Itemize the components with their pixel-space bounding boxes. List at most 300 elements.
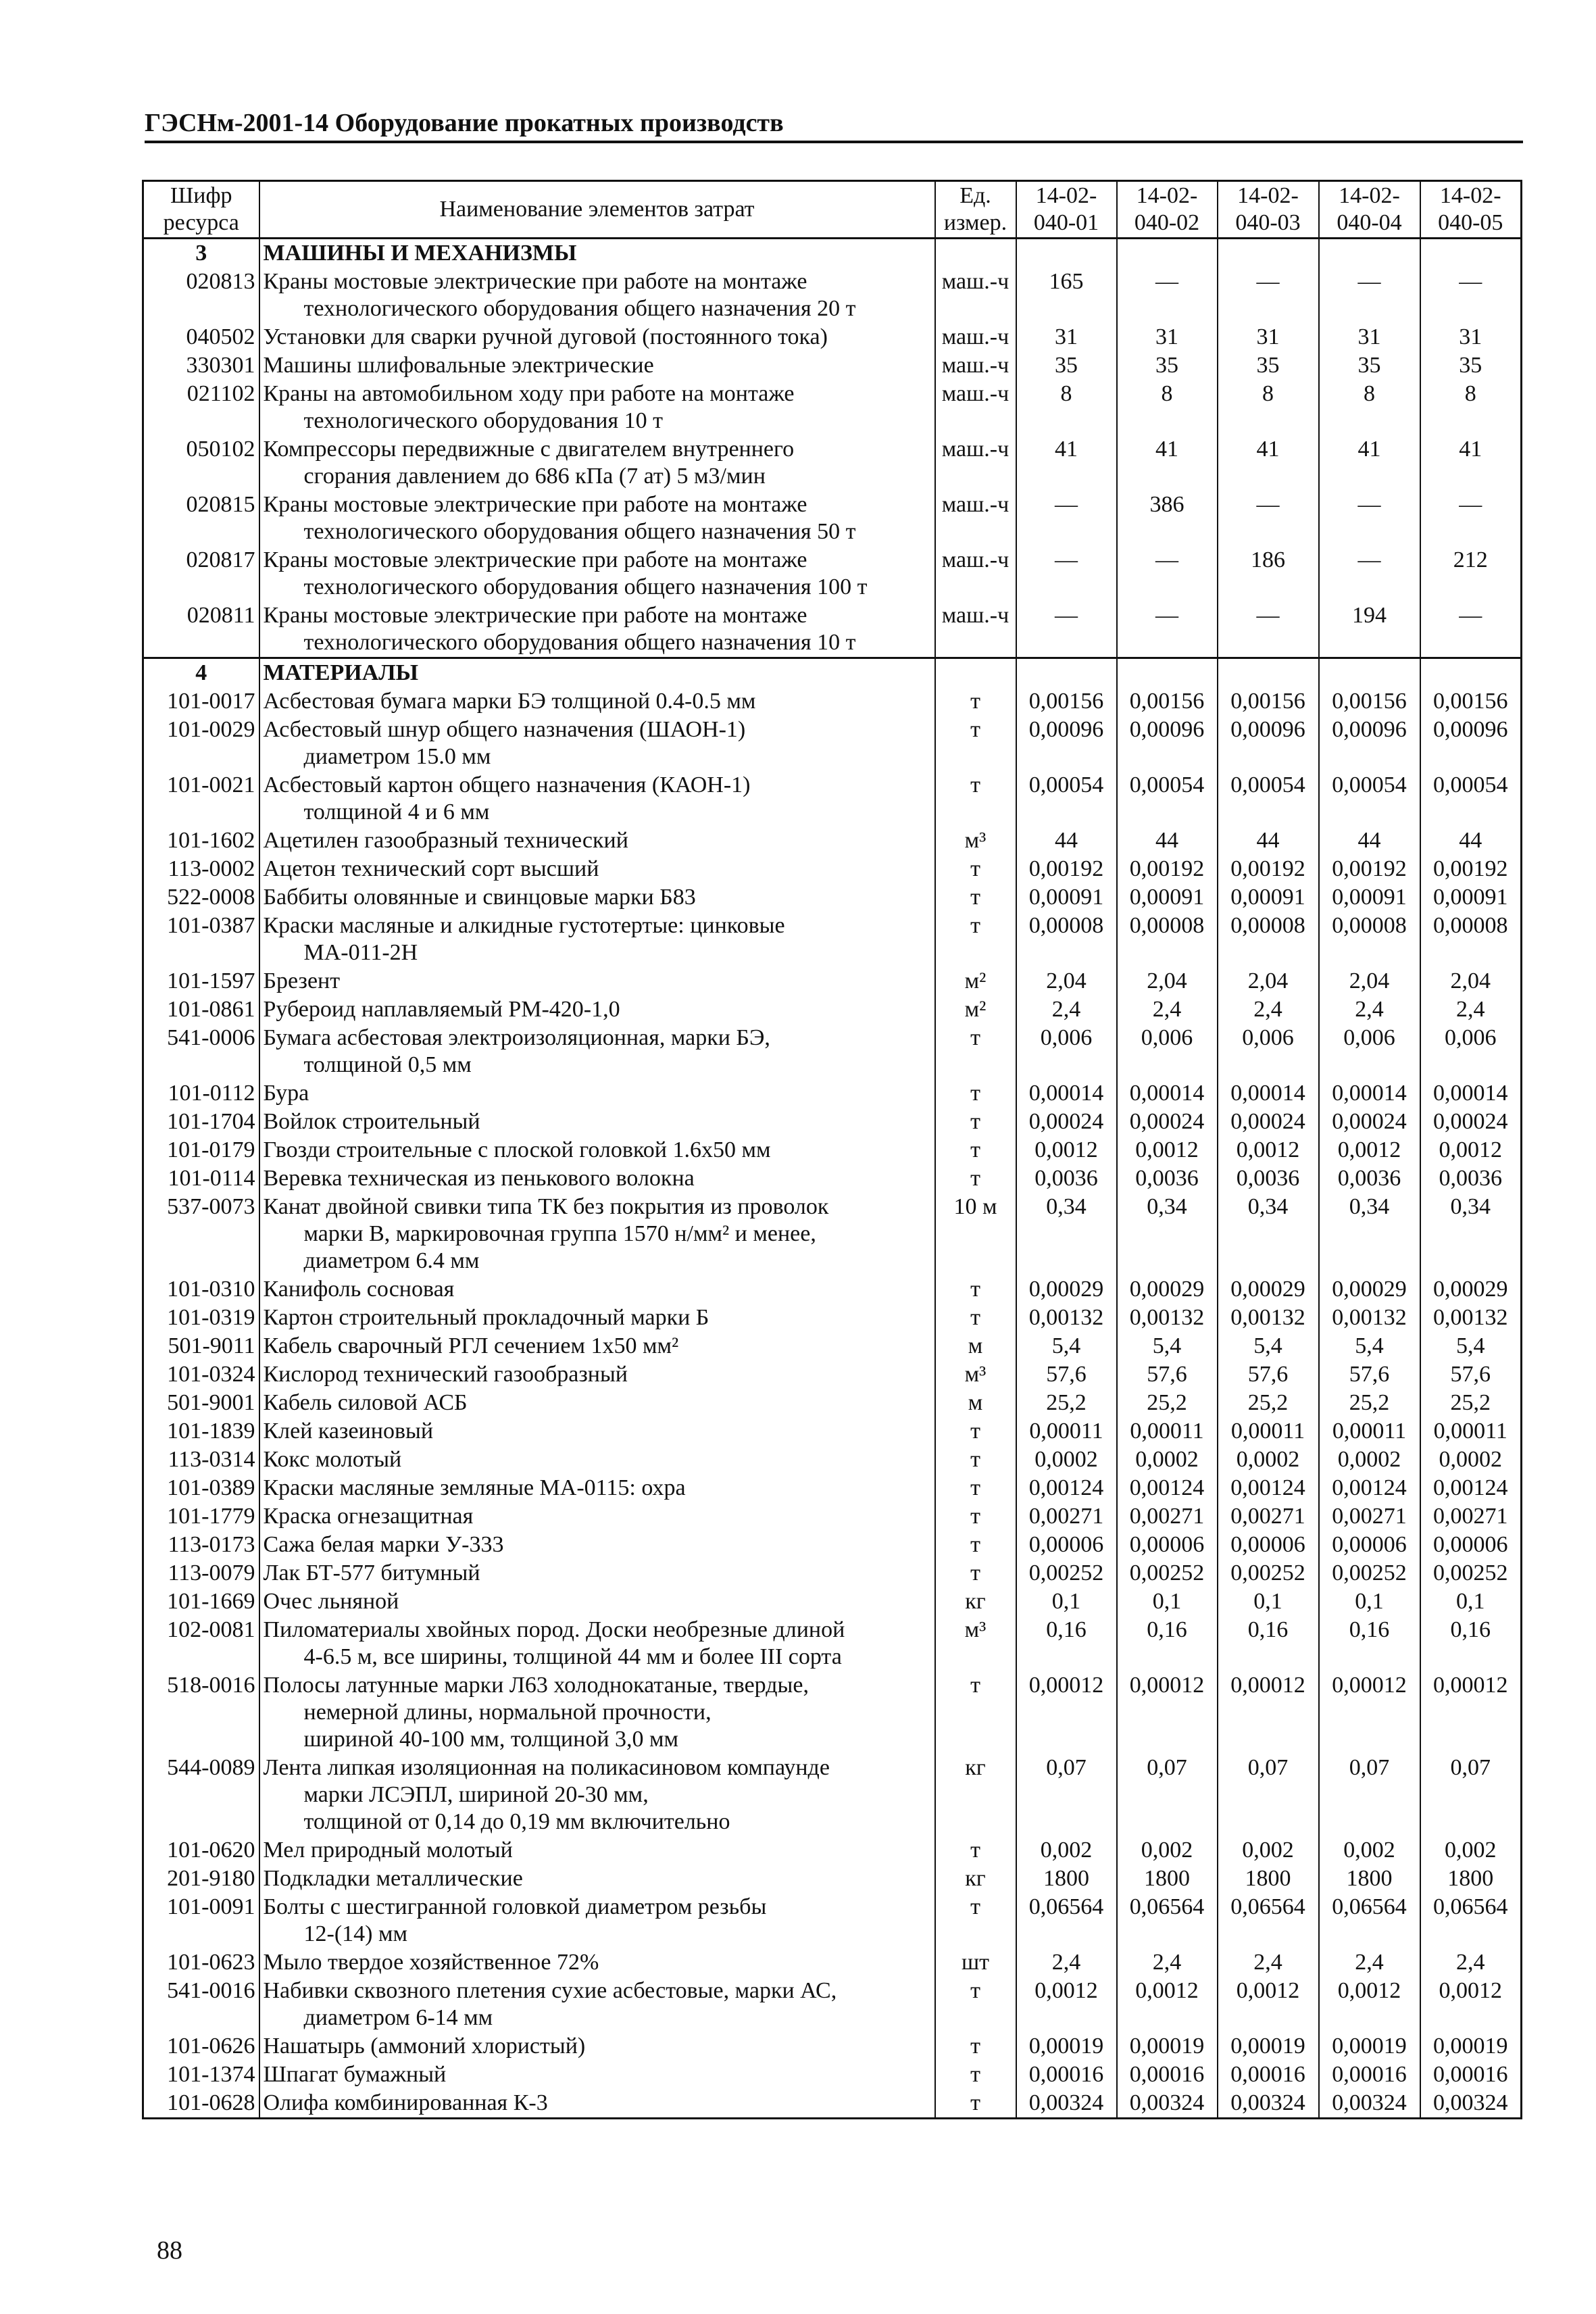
resource-value: 0,16 — [1117, 1616, 1218, 1671]
resource-name — [259, 1587, 935, 1616]
table-row — [143, 912, 1522, 967]
resource-value: 0,00012 — [1218, 1671, 1319, 1754]
header-col-1 — [1016, 181, 1117, 239]
resource-name-line: технологического оборудования общего назначения 100 т — [303, 574, 868, 599]
resource-value: — — [1420, 601, 1522, 658]
resource-value: 0,07 — [1319, 1754, 1420, 1836]
resource-unit: м³ — [935, 827, 1016, 855]
resource-unit: кг — [935, 1865, 1016, 1893]
resource-code: 040502 — [143, 323, 259, 351]
resource-value: 2,4 — [1016, 1948, 1117, 1977]
section-row — [143, 239, 1522, 268]
resource-value: 0,00252 — [1016, 1559, 1117, 1587]
resource-value: 0,00008 — [1420, 912, 1522, 967]
resource-value: 0,0036 — [1117, 1164, 1218, 1193]
resource-value: 0,00132 — [1117, 1304, 1218, 1332]
resource-name-line: Веревка техническая из пенькового волокна — [263, 1166, 695, 1191]
resource-name — [259, 1531, 935, 1559]
resource-value: 0,00008 — [1319, 912, 1420, 967]
header-col-4 — [1319, 181, 1420, 239]
resource-value: 0,00054 — [1319, 771, 1420, 827]
resource-name — [259, 1836, 935, 1865]
resource-value: 41 — [1016, 435, 1117, 491]
header-unit-line: измер. — [943, 210, 1007, 235]
resource-unit — [935, 658, 1016, 688]
resource-value: 8 — [1016, 380, 1117, 435]
header-col-line: 040-04 — [1337, 210, 1402, 235]
resource-value: — — [1218, 601, 1319, 658]
resource-name — [259, 2032, 935, 2061]
resource-name-line: марки В, маркировочная группа 1570 н/мм² и менее, — [303, 1221, 816, 1246]
resource-name — [259, 351, 935, 380]
header-code-line: ресурса — [163, 210, 239, 235]
table-row — [143, 1275, 1522, 1304]
resource-value: 0,00054 — [1218, 771, 1319, 827]
resource-name-line: Брезент — [263, 968, 341, 993]
resource-value: 0,00252 — [1319, 1559, 1420, 1587]
resource-name — [259, 827, 935, 855]
resource-name — [259, 491, 935, 546]
resource-unit: т — [935, 1164, 1016, 1193]
resource-name-line: Картон строительный прокладочный марки Б — [263, 1305, 709, 1330]
resource-code: 541-0006 — [143, 1024, 259, 1079]
resource-unit: м² — [935, 967, 1016, 995]
resource-value: 0,00324 — [1117, 2089, 1218, 2119]
resource-name-line: Очес льняной — [263, 1589, 399, 1614]
resource-name-line: Олифа комбинированная К-3 — [263, 2090, 548, 2115]
resource-code: 101-1374 — [143, 2061, 259, 2089]
resource-value: — — [1218, 268, 1319, 323]
resource-unit: маш.-ч — [935, 435, 1016, 491]
resource-unit: т — [935, 1108, 1016, 1136]
resource-name-line: Краны мостовые электрические при работе на монтаже — [263, 603, 807, 628]
table-row — [143, 1836, 1522, 1865]
resource-name — [259, 855, 935, 883]
resource-value: 0,0012 — [1218, 1136, 1319, 1164]
resource-unit: т — [935, 1977, 1016, 2032]
resource-value: 0,00124 — [1420, 1474, 1522, 1502]
resource-name-line: Кокс молотый — [263, 1447, 402, 1472]
resource-value: 0,0012 — [1420, 1136, 1522, 1164]
table-row — [143, 1389, 1522, 1417]
resource-value: 0,00029 — [1319, 1275, 1420, 1304]
resource-code: 101-0387 — [143, 912, 259, 967]
resource-value: — — [1117, 601, 1218, 658]
resource-value: 0,00271 — [1420, 1502, 1522, 1531]
resource-code: 101-1597 — [143, 967, 259, 995]
resource-value: 44 — [1218, 827, 1319, 855]
resource-code: 501-9011 — [143, 1332, 259, 1360]
resource-value: 25,2 — [1016, 1389, 1117, 1417]
resource-value: 41 — [1117, 435, 1218, 491]
table-row — [143, 1079, 1522, 1108]
table-row — [143, 1304, 1522, 1332]
resource-name-line: Гвозди строительные с плоской головкой 1.6х50 мм — [263, 1137, 771, 1162]
resource-name-line: Сажа белая марки У-333 — [263, 1532, 504, 1557]
resource-value: — — [1117, 268, 1218, 323]
resource-unit: т — [935, 1893, 1016, 1948]
resource-value: 57,6 — [1420, 1360, 1522, 1389]
resource-value — [1016, 239, 1117, 268]
resource-value: 0,002 — [1420, 1836, 1522, 1865]
resource-code: 544-0089 — [143, 1754, 259, 1836]
resource-value: 2,04 — [1016, 967, 1117, 995]
resource-unit: м — [935, 1332, 1016, 1360]
table-row — [143, 1360, 1522, 1389]
table-row — [143, 1024, 1522, 1079]
table-row — [143, 268, 1522, 323]
resource-name-line: технологического оборудования 10 т — [303, 408, 663, 433]
resource-unit: маш.-ч — [935, 323, 1016, 351]
resource-value: 2,4 — [1117, 1948, 1218, 1977]
resource-unit: т — [935, 716, 1016, 771]
resource-value: 0,1 — [1420, 1587, 1522, 1616]
resource-value: 2,4 — [1218, 995, 1319, 1024]
resource-value: 0,002 — [1016, 1836, 1117, 1865]
table-row — [143, 491, 1522, 546]
resource-name-line: толщиной 4 и 6 мм — [303, 799, 490, 824]
table-row — [143, 1893, 1522, 1948]
resource-value: 0,00012 — [1016, 1671, 1117, 1754]
resource-name-line: диаметром 6.4 мм — [303, 1248, 480, 1273]
resource-value — [1218, 239, 1319, 268]
header-col-line: 040-01 — [1033, 210, 1099, 235]
resource-code: 101-1602 — [143, 827, 259, 855]
resource-value: 0,00014 — [1117, 1079, 1218, 1108]
resource-code: 101-0620 — [143, 1836, 259, 1865]
table-row — [143, 546, 1522, 601]
resource-name — [259, 1079, 935, 1108]
table-row — [143, 827, 1522, 855]
resource-value: 2,4 — [1420, 995, 1522, 1024]
resource-value: 8 — [1319, 380, 1420, 435]
resource-unit: маш.-ч — [935, 380, 1016, 435]
table-row — [143, 601, 1522, 658]
resource-name-line: Канифоль сосновая — [263, 1277, 455, 1302]
table-row — [143, 1417, 1522, 1446]
resource-name — [259, 658, 935, 688]
header-col-line: 040-05 — [1438, 210, 1503, 235]
resource-name — [259, 1108, 935, 1136]
resource-name-line: Канат двойной свивки типа ТК без покрытия из проволок — [263, 1194, 829, 1219]
resource-name — [259, 435, 935, 491]
header-col-line: 14-02- — [1136, 183, 1198, 208]
resource-name — [259, 1474, 935, 1502]
table-row — [143, 1193, 1522, 1275]
resource-code: 541-0016 — [143, 1977, 259, 2032]
resource-value: 5,4 — [1117, 1332, 1218, 1360]
resource-code: 101-1779 — [143, 1502, 259, 1531]
resource-value — [1117, 239, 1218, 268]
resource-value: 35 — [1117, 351, 1218, 380]
resource-value: 0,00192 — [1319, 855, 1420, 883]
resource-value: 0,00012 — [1420, 1671, 1522, 1754]
page-number: 88 — [157, 2236, 182, 2265]
resource-value: 2,4 — [1319, 1948, 1420, 1977]
resource-name-line: Краски масляные земляные МА-0115: охра — [263, 1475, 686, 1500]
resource-name-line: Краны на автомобильном ходу при работе на монтаже — [263, 381, 795, 406]
table-row — [143, 1531, 1522, 1559]
header-unit — [935, 181, 1016, 239]
resource-unit: т — [935, 1671, 1016, 1754]
resource-name-line: Бумага асбестовая электроизоляционная, марки БЭ, — [263, 1025, 770, 1050]
resource-value: 212 — [1420, 546, 1522, 601]
table-row — [143, 716, 1522, 771]
resource-name-line: Подкладки металлические — [263, 1866, 523, 1891]
resource-value: 0,1 — [1319, 1587, 1420, 1616]
resource-unit: т — [935, 2032, 1016, 2061]
resource-name-line: немерной длины, нормальной прочности, — [303, 1700, 712, 1725]
resource-name — [259, 546, 935, 601]
resource-code: 101-0628 — [143, 2089, 259, 2119]
table-row — [143, 435, 1522, 491]
resource-name-line: диаметром 15.0 мм — [303, 744, 491, 769]
resource-value: 0,0012 — [1319, 1136, 1420, 1164]
resource-value: 0,00054 — [1117, 771, 1218, 827]
resource-value: 0,00271 — [1117, 1502, 1218, 1531]
resource-code: 537-0073 — [143, 1193, 259, 1275]
resource-name-line: марки ЛСЭПЛ, шириной 20-30 мм, — [303, 1782, 649, 1807]
resource-name-line: Машины шлифовальные электрические — [263, 353, 654, 378]
resource-value: 0,00029 — [1117, 1275, 1218, 1304]
table-row — [143, 380, 1522, 435]
resource-value: — — [1117, 546, 1218, 601]
resource-value: 2,4 — [1117, 995, 1218, 1024]
table-row — [143, 2061, 1522, 2089]
resource-value: 5,4 — [1016, 1332, 1117, 1360]
table-row — [143, 2032, 1522, 2061]
resource-name — [259, 268, 935, 323]
resource-value: 0,00029 — [1218, 1275, 1319, 1304]
resource-value: 0,00096 — [1218, 716, 1319, 771]
resource-value: 0,00011 — [1218, 1417, 1319, 1446]
resource-value: — — [1016, 546, 1117, 601]
resource-value: 0,00324 — [1319, 2089, 1420, 2119]
resource-code: 201-9180 — [143, 1865, 259, 1893]
resource-value: 8 — [1420, 380, 1522, 435]
resource-unit: т — [935, 1474, 1016, 1502]
resource-name-line: Асбестовая бумага марки БЭ толщиной 0.4-0.5 мм — [263, 689, 756, 714]
resource-value: 2,04 — [1319, 967, 1420, 995]
resource-unit: т — [935, 1417, 1016, 1446]
resource-unit: 10 м — [935, 1193, 1016, 1275]
resource-name — [259, 716, 935, 771]
resource-value: 165 — [1016, 268, 1117, 323]
resource-value: 1800 — [1319, 1865, 1420, 1893]
resource-value: 0,0002 — [1420, 1446, 1522, 1474]
resource-unit: т — [935, 1304, 1016, 1332]
resource-name-line: Кислород технический газообразный — [263, 1362, 628, 1387]
resource-value: 0,00008 — [1016, 912, 1117, 967]
table-row — [143, 883, 1522, 912]
header-col-line: 040-03 — [1235, 210, 1301, 235]
resource-value: 44 — [1420, 827, 1522, 855]
resource-value: 25,2 — [1218, 1389, 1319, 1417]
resource-name — [259, 995, 935, 1024]
resource-table — [142, 180, 1522, 2119]
resource-name — [259, 912, 935, 967]
resource-value: 2,4 — [1420, 1948, 1522, 1977]
resource-unit: т — [935, 912, 1016, 967]
resource-name-line: 12-(14) мм — [303, 1921, 407, 1946]
table-row — [143, 1502, 1522, 1531]
resource-value: 8 — [1218, 380, 1319, 435]
resource-name-line: Пиломатериалы хвойных пород. Доски необрезные длиной — [263, 1617, 845, 1642]
resource-name — [259, 1360, 935, 1389]
resource-value: 0,00054 — [1016, 771, 1117, 827]
resource-unit: т — [935, 2089, 1016, 2119]
resource-name-line: Войлок строительный — [263, 1109, 480, 1134]
resource-value: 44 — [1016, 827, 1117, 855]
resource-name-line: Клей казеиновый — [263, 1419, 434, 1444]
table-row — [143, 1754, 1522, 1836]
header-code-line: Шифр — [170, 183, 232, 208]
table-row — [143, 323, 1522, 351]
header-col-3 — [1218, 181, 1319, 239]
resource-value: 0,00096 — [1420, 716, 1522, 771]
resource-value: 0,00024 — [1016, 1108, 1117, 1136]
resource-value: 0,00132 — [1319, 1304, 1420, 1332]
resource-value: 1800 — [1420, 1865, 1522, 1893]
resource-code: 113-0002 — [143, 855, 259, 883]
resource-value: — — [1016, 491, 1117, 546]
resource-value: 0,00019 — [1319, 2032, 1420, 2061]
resource-value: 5,4 — [1420, 1332, 1522, 1360]
resource-name-line: МАШИНЫ И МЕХАНИЗМЫ — [263, 241, 577, 266]
resource-unit: м — [935, 1389, 1016, 1417]
resource-code: 113-0173 — [143, 1531, 259, 1559]
resource-value: 0,00156 — [1420, 687, 1522, 716]
resource-value: 0,16 — [1016, 1616, 1117, 1671]
resource-code: 101-0310 — [143, 1275, 259, 1304]
resource-value: 0,00252 — [1117, 1559, 1218, 1587]
resource-code: 020813 — [143, 268, 259, 323]
resource-value: 0,16 — [1319, 1616, 1420, 1671]
resource-value: 0,002 — [1319, 1836, 1420, 1865]
resource-code: 102-0081 — [143, 1616, 259, 1671]
resource-value: 0,0002 — [1218, 1446, 1319, 1474]
resource-name — [259, 1332, 935, 1360]
resource-value — [1016, 658, 1117, 688]
resource-unit: т — [935, 1836, 1016, 1865]
resource-value: 0,00006 — [1218, 1531, 1319, 1559]
resource-name — [259, 1671, 935, 1754]
table-row — [143, 1977, 1522, 2032]
resource-value — [1420, 239, 1522, 268]
table-row — [143, 1948, 1522, 1977]
resource-value: 0,00006 — [1319, 1531, 1420, 1559]
resource-name — [259, 1559, 935, 1587]
resource-value: 0,00192 — [1420, 855, 1522, 883]
resource-value: 0,00091 — [1319, 883, 1420, 912]
header-unit-line: Ед. — [959, 183, 991, 208]
resource-name — [259, 1164, 935, 1193]
resource-value — [1218, 658, 1319, 688]
resource-value: 0,00019 — [1420, 2032, 1522, 2061]
resource-name-line: Краны мостовые электрические при работе на монтаже — [263, 492, 807, 517]
table-row — [143, 2089, 1522, 2119]
resource-value: 31 — [1117, 323, 1218, 351]
resource-name-line: Лента липкая изоляционная на поликасиновом компаунде — [263, 1755, 830, 1780]
header-name: Наименование элементов затрат — [259, 181, 935, 239]
resource-name-line: Кабель силовой АСБ — [263, 1390, 468, 1415]
header-col-line: 14-02- — [1339, 183, 1400, 208]
header-col-line: 14-02- — [1237, 183, 1299, 208]
resource-value — [1420, 658, 1522, 688]
resource-value: 44 — [1117, 827, 1218, 855]
resource-unit: маш.-ч — [935, 601, 1016, 658]
resource-value: 0,00016 — [1016, 2061, 1117, 2089]
resource-unit: м³ — [935, 1616, 1016, 1671]
resource-code: 101-1669 — [143, 1587, 259, 1616]
resource-unit — [935, 239, 1016, 268]
resource-value: 0,00132 — [1420, 1304, 1522, 1332]
resource-value: 0,00019 — [1218, 2032, 1319, 2061]
resource-name-line: Мел природный молотый — [263, 1838, 513, 1863]
resource-value: 5,4 — [1319, 1332, 1420, 1360]
resource-value: 0,06564 — [1218, 1893, 1319, 1948]
resource-unit: м³ — [935, 1360, 1016, 1389]
resource-name — [259, 1865, 935, 1893]
resource-value: 0,0012 — [1016, 1977, 1117, 2032]
resource-value: — — [1319, 546, 1420, 601]
resource-name — [259, 1304, 935, 1332]
resource-value: 0,0002 — [1016, 1446, 1117, 1474]
header-col-2 — [1117, 181, 1218, 239]
resource-name — [259, 323, 935, 351]
resource-unit: шт — [935, 1948, 1016, 1977]
resource-value: 0,00008 — [1218, 912, 1319, 967]
resource-name-line: Мыло твердое хозяйственное 72% — [263, 1950, 599, 1975]
resource-value: 0,00012 — [1319, 1671, 1420, 1754]
resource-value: 0,07 — [1218, 1754, 1319, 1836]
resource-value: 31 — [1420, 323, 1522, 351]
resource-value: 0,0036 — [1319, 1164, 1420, 1193]
resource-value: 35 — [1319, 351, 1420, 380]
resource-name — [259, 1417, 935, 1446]
resource-unit: т — [935, 1136, 1016, 1164]
resource-value: 41 — [1420, 435, 1522, 491]
resource-value: 0,00011 — [1117, 1417, 1218, 1446]
resource-value: 0,00271 — [1319, 1502, 1420, 1531]
resource-value: 0,00024 — [1420, 1108, 1522, 1136]
resource-name — [259, 1616, 935, 1671]
resource-value: 0,00124 — [1218, 1474, 1319, 1502]
resource-code: 020817 — [143, 546, 259, 601]
resource-code: 021102 — [143, 380, 259, 435]
resource-unit: т — [935, 1079, 1016, 1108]
resource-name — [259, 1502, 935, 1531]
resource-value: 0,0002 — [1319, 1446, 1420, 1474]
resource-value: 0,00024 — [1319, 1108, 1420, 1136]
resource-value: 35 — [1016, 351, 1117, 380]
table-row — [143, 1616, 1522, 1671]
resource-code: 101-1704 — [143, 1108, 259, 1136]
resource-unit: т — [935, 855, 1016, 883]
resource-name — [259, 967, 935, 995]
resource-unit: т — [935, 687, 1016, 716]
resource-value: 386 — [1117, 491, 1218, 546]
resource-value: 0,00192 — [1016, 855, 1117, 883]
resource-code: 4 — [143, 658, 259, 688]
resource-name — [259, 2061, 935, 2089]
resource-value: 0,00011 — [1016, 1417, 1117, 1446]
resource-value: 0,00019 — [1117, 2032, 1218, 2061]
resource-name-line: сгорания давлением до 686 кПа (7 ат) 5 м3/мин — [303, 464, 766, 489]
resource-name — [259, 771, 935, 827]
resource-unit: т — [935, 1502, 1016, 1531]
resource-value: 31 — [1218, 323, 1319, 351]
